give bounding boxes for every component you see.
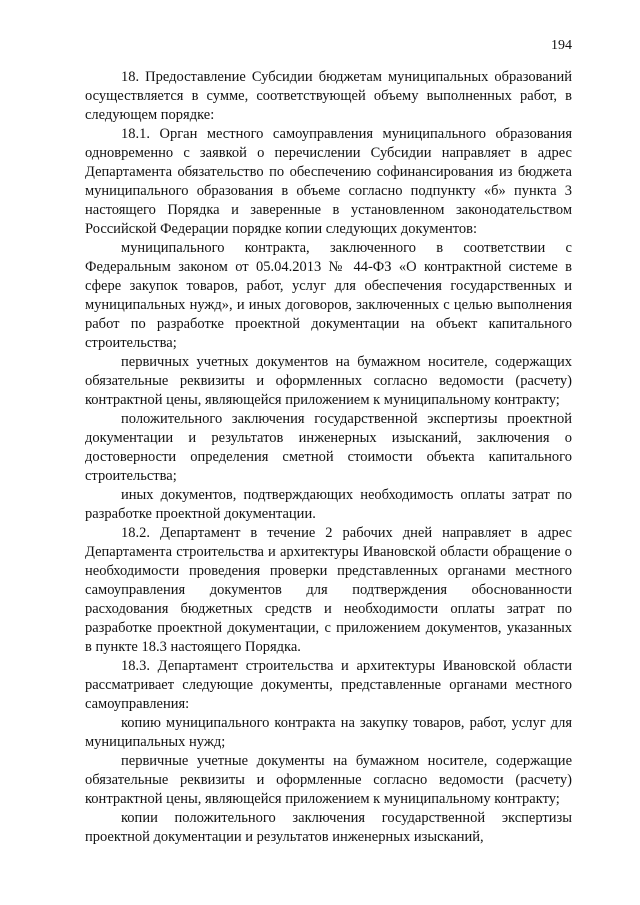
document-body (85, 68, 572, 847)
paragraph-18-3: 18.3. Департамент строительства и архитектуры Ивановской области рассматривает следующие документы, представленные органами местного самоуправления: (85, 658, 572, 712)
list-item-primary-accounting-docs: первичные учетные документы на бумажном носителе, содержащие обязательные реквизиты и оформленные согласно ведомости (расчету) контрактной цены, являющейся приложением к муниципальному контракту; (85, 753, 572, 807)
paragraph-18-1: 18.1. Орган местного самоуправления муниципального образования одновременно с заявкой о перечислении Субсидии направляет в адрес Департамента обязательство по обеспечению софинансирования из бюджета муниципального образования в объеме согласно подпункту «б» пункта 3 настоящего Порядка и заверенные в установленном законодательством Российской Федерации порядке копии следующих документов: (85, 126, 572, 237)
list-item-primary-documents: первичных учетных документов на бумажном носителе, содержащих обязательные реквизиты и оформленных согласно ведомости (расчету) контрактной цены, являющейся приложением к муниципальному контракту; (85, 354, 572, 408)
list-item-expert-conclusion: положительного заключения государственной экспертизы проектной документации и результатов инженерных изысканий, заключения о достоверности определения сметной стоимости объекта капитального строительства; (85, 411, 572, 484)
page-number: 194 (551, 38, 572, 53)
list-item-contract-copy: копию муниципального контракта на закупку товаров, работ, услуг для муниципальных нужд; (85, 715, 572, 750)
list-item-municipal-contract: муниципального контракта, заключенного в соответствии с Федеральным законом от 05.04.2013 № 44-ФЗ «О контрактной системе в сфере закупок товаров, работ, услуг для обеспечения государственных и муниципальных нужд», и иных договоров, заключенных с целью выполнения работ по разработке проектной документации на объект капитального строительства; (85, 240, 572, 351)
paragraph-18-2: 18.2. Департамент в течение 2 рабочих дней направляет в адрес Департамента строительства и архитектуры Ивановской области обращение о необходимости проведения проверки представленных органами местного самоуправления документов для подтверждения обоснованности расходования бюджетных средств и необходимости оплаты затрат по разработке проектной документации, с приложением документов, указанных в пункте 18.3 настоящего Порядка. (85, 525, 572, 655)
paragraph-18: 18. Предоставление Субсидии бюджетам муниципальных образований осуществляется в сумме, соответствующей объему выполненных работ, в следующем порядке: (85, 69, 572, 123)
list-item-other-documents: иных документов, подтверждающих необходимость оплаты затрат по разработке проектной документации. (85, 487, 572, 522)
list-item-expertise-copies: копии положительного заключения государственной экспертизы проектной документации и результатов инженерных изысканий, (85, 810, 572, 845)
